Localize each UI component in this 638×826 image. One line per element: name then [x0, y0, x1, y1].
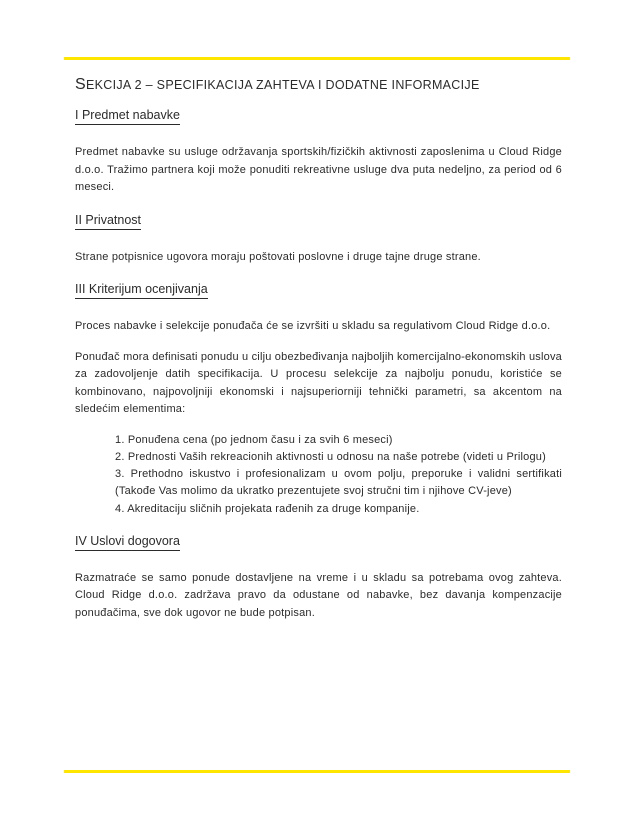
list-item: 2. Prednosti Vaših rekreacionih aktivnosti u odnosu na naše potrebe (videti u Prilogu): [115, 450, 546, 463]
paragraph-privatnost: Strane potpisnice ugovora moraju poštovati poslovne i druge tajne druge strane.: [75, 250, 481, 263]
section-heading-text: IV Uslovi dogovora: [75, 533, 180, 551]
page-title-rest: EKCIJA 2 – SPECIFIKACIJA ZAHTEVA I DODATNE INFORMACIJE: [85, 78, 480, 92]
paragraph-predmet: Predmet nabavke su usluge održavanja sportskih/fizičkih aktivnosti zaposlenima u Cloud Ridge d.o.o. Tražimo partnera koji može ponuditi rekreativne usluge dva puta nedeljno, za period od 6 meseci.: [75, 146, 562, 193]
page-title-initial: S: [75, 76, 86, 93]
section-heading-text: III Kriterijum ocenjivanja: [75, 281, 208, 299]
section-heading-uslovi: [75, 533, 562, 552]
section-heading-predmet: [75, 107, 562, 126]
section-heading-text: II Privatnost: [75, 212, 141, 230]
bottom-accent-rule: [64, 770, 570, 773]
paragraph-uslovi: Razmatraće se samo ponude dostavljene na vreme i u skladu sa potrebama ovog zahteva. Cloud Ridge d.o.o. zadržava pravo da odustane od nabavke, bez davanja kompenzacije ponuđačima, sve dok ugovor ne bude potpisan.: [75, 571, 562, 619]
list-item: 4. Akreditaciju sličnih projekata rađenih za druge kompanije.: [115, 502, 420, 515]
list-item: 3. Prethodno iskustvo i profesionalizam u ovom polju, preporuke i validni sertifikati (Takođe Vas molimo da ukratko prezentujete svoj stručni tim i njihove CV-jeve): [115, 468, 562, 498]
document-body: [75, 101, 562, 622]
paragraph-kriterijum-2: Ponuđač mora definisati ponudu u cilju obezbeđivanja najboljih komercijalno-ekonomskih uslova za zadovoljenje datih specifikacija. U procesu selekcije za najbolju ponudu, koristiće se kombinovano, najpovoljniji ekonomski i najsuperiorniji tehnički parametri, sa akcentom na sledećim elementima:: [75, 350, 562, 415]
page-title: [75, 76, 575, 94]
section-heading-kriterijum: [75, 281, 562, 300]
criteria-list: [75, 432, 562, 518]
section-heading-text: I Predmet nabavke: [75, 107, 180, 125]
list-item: 1. Ponuđena cena (po jednom času i za svih 6 meseci): [115, 433, 393, 446]
paragraph-kriterijum-1: Proces nabavke i selekcije ponuđača će se izvršiti u skladu sa regulativom Cloud Ridge d.o.o.: [75, 320, 551, 332]
top-accent-rule: [64, 57, 570, 60]
section-heading-privatnost: [75, 212, 562, 231]
